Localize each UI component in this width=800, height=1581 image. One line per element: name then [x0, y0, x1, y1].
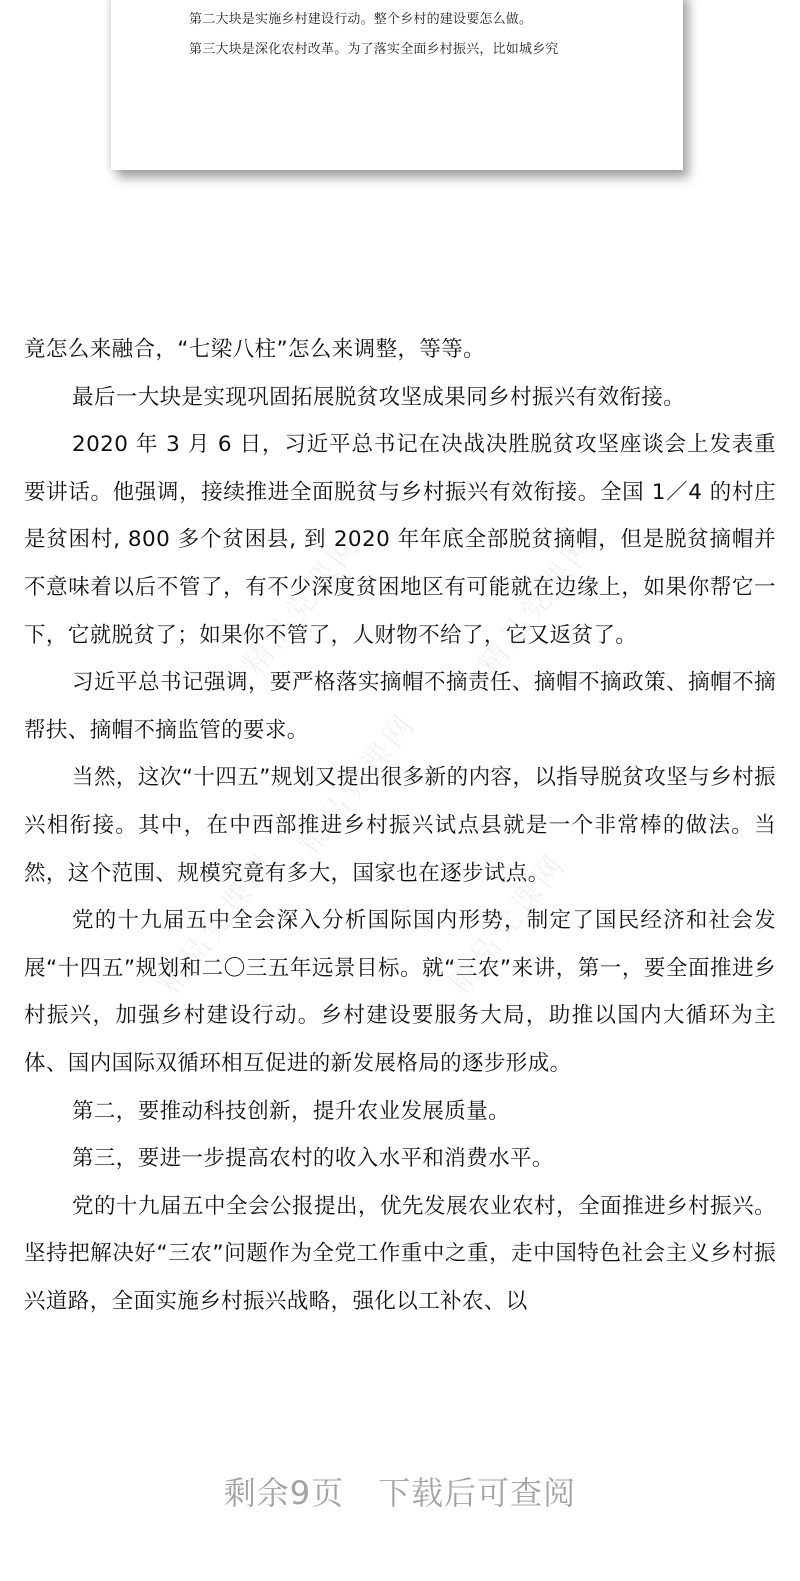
paragraph: 党的十九届五中全会公报提出，优先发展农业农村，全面推进乡村振兴。坚持把解决好“三农”问题作为全党工作重中之重，走中国特色社会主义乡村振兴道路，全面实施乡村振兴战略，强化以工补农、以	[24, 1193, 776, 1314]
paragraph: 第三，要进一步提高农村的收入水平和消费水平。	[72, 1146, 554, 1172]
paragraph: 最后一大块是实现巩固拓展脱贫攻坚成果同乡村振兴有效衔接。	[72, 384, 686, 410]
paragraph: 2020 年 3 月 6 日，习近平总书记在决战决胜脱贫攻坚座谈会上发表重要讲话。他强调，接续推进全面脱贫与乡村振兴有效衔接。全国 1／4 的村庄是贫困村, 800 多个贫困县, 到 2020 年年底全部脱贫摘帽，但是脱贫摘帽并不意味着以后不管了，有不少深度贫困地区有可能就在边缘上，如果你帮它一下，它就脱贫了；如果你不管了，人财物不给了，它又返贫了。	[24, 432, 776, 648]
remaining-pages-label: 剩余9页	[223, 1474, 345, 1512]
preview-line: 第三大块是深化农村改革。为了落实全面乡村振兴，比如城乡究	[189, 42, 559, 57]
previous-page-preview-card	[111, 0, 683, 170]
paragraph: 竟怎么来融合，“七梁八柱”怎么来调整，等等。	[24, 337, 486, 362]
paragraph: 习近平总书记强调，要严格落实摘帽不摘责任、摘帽不摘政策、摘帽不摘帮扶、摘帽不摘监管的要求。	[24, 670, 776, 743]
watermark-text: 精品党课网	[236, 526, 369, 682]
watermark-text: 精品党课网	[471, 526, 604, 682]
paragraph: 党的十九届五中全会深入分析国际国内形势，制定了国民经济和社会发展“十四五”规划和二〇三五年远景目标。就“三农”来讲，第一，要全面推进乡村振兴，加强乡村建设行动。乡村建设要服务大局，助推以国内大循环为主体、国内国际双循环相互促进的新发展格局的逐步形成。	[24, 908, 776, 1076]
watermark-text: 精品党课网	[441, 846, 574, 1002]
watermark-text: 精品党课网	[151, 846, 284, 1002]
paragraph: 当然，这次“十四五”规划又提出很多新的内容，以指导脱贫攻坚与乡村振兴相衔接。其中，在中西部推进乡村振兴试点县就是一个非常棒的做法。当然，这个范围、规模究竟有多大，国家也在逐步试点。	[24, 765, 776, 886]
preview-line: 第二大块是实施乡村建设行动。整个乡村的建设要怎么做。	[189, 12, 533, 27]
watermark-text: 精品党课网	[291, 706, 424, 862]
document-body	[24, 326, 776, 1325]
paragraph: 第二，要推动科技创新，提升农业发展质量。	[72, 1098, 511, 1124]
download-hint-label: 下载后可查阅	[378, 1474, 577, 1512]
download-prompt-banner[interactable]	[0, 1468, 800, 1514]
